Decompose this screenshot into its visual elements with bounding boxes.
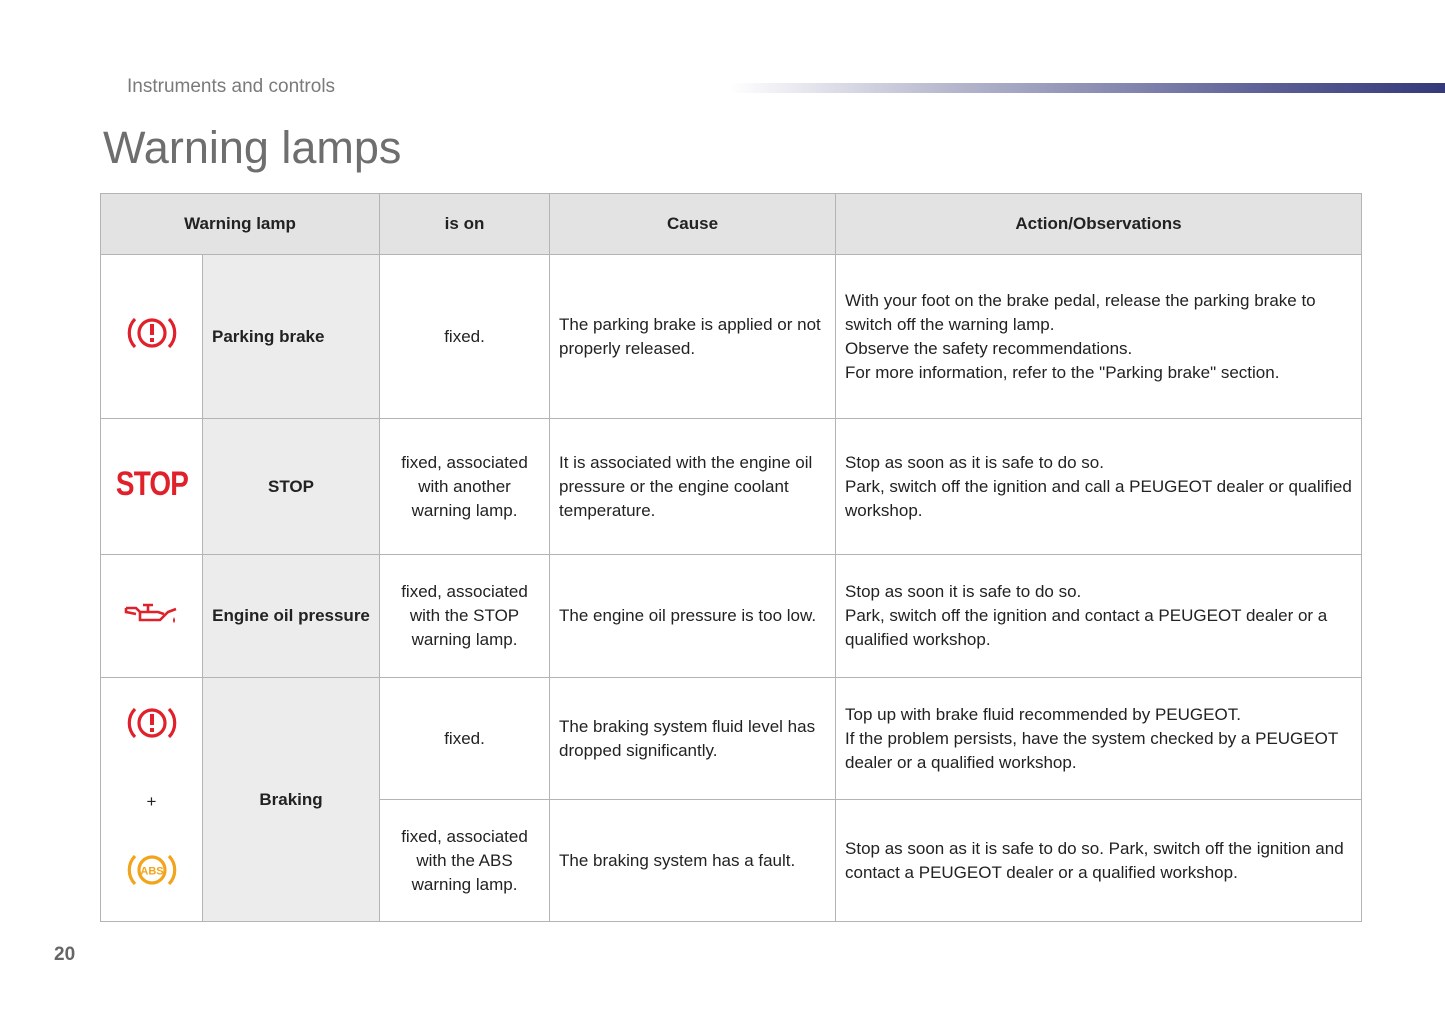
- header-gradient-bar: [730, 83, 1445, 93]
- col-header-lamp: Warning lamp: [101, 194, 380, 255]
- table-row: [101, 678, 1362, 800]
- parking-brake-icon: [127, 313, 177, 353]
- action-line: If the problem persists, have the system checked by a PEUGEOT dealer or a qualified workshop.: [845, 728, 1338, 772]
- col-header-action: Action/Observations: [836, 194, 1362, 255]
- warning-lamps-table: [100, 193, 1362, 922]
- plus-sign: +: [146, 791, 157, 811]
- page-number: 20: [54, 944, 76, 965]
- action: [836, 678, 1362, 800]
- cause: The engine oil pressure is too low.: [550, 555, 836, 678]
- table-row: [101, 255, 1362, 419]
- cause: The parking brake is applied or not properly released.: [550, 255, 836, 419]
- lamp-name: Parking brake: [203, 255, 380, 419]
- oil-can-icon: [124, 600, 180, 626]
- is-on: fixed.: [380, 678, 550, 800]
- action-line: Stop as soon as it is safe to do so. Park, switch off the ignition and contact a PEUGEOT dealer or a qualified workshop.: [845, 838, 1344, 882]
- action-line: With your foot on the brake pedal, release the parking brake to switch off the warning lamp.: [845, 290, 1316, 334]
- cause: It is associated with the engine oil pressure or the engine coolant temperature.: [550, 419, 836, 555]
- cause: The braking system fluid level has dropped significantly.: [550, 678, 836, 800]
- page-title: Warning lamps: [103, 122, 402, 173]
- action: [836, 419, 1362, 555]
- is-on: fixed, associated with the ABS warning lamp.: [380, 800, 550, 922]
- action: [836, 255, 1362, 419]
- is-on: fixed.: [380, 255, 550, 419]
- stop-icon: STOP: [115, 464, 188, 503]
- action: [836, 800, 1362, 922]
- action: [836, 555, 1362, 678]
- is-on: fixed, associated with the STOP warning lamp.: [380, 555, 550, 678]
- action-line: Observe the safety recommendations.: [845, 338, 1133, 358]
- abs-icon: [127, 850, 177, 890]
- col-header-is-on: is on: [380, 194, 550, 255]
- action-line: Stop as soon it is safe to do so.: [845, 582, 1082, 601]
- action-line: Park, switch off the ignition and call a PEUGEOT dealer or qualified workshop.: [845, 476, 1352, 520]
- svg-text:ABS: ABS: [139, 865, 164, 877]
- lamp-name: STOP: [203, 419, 380, 555]
- table-row: [101, 555, 1362, 678]
- action-line: Park, switch off the ignition and contact a PEUGEOT dealer or a qualified workshop.: [845, 606, 1328, 649]
- is-on: fixed, associated with another warning lamp.: [380, 419, 550, 555]
- lamp-name: Engine oil pressure: [203, 555, 380, 678]
- cause: The braking system has a fault.: [550, 800, 836, 922]
- table-row: [101, 419, 1362, 555]
- col-header-cause: Cause: [550, 194, 836, 255]
- action-line: Stop as soon as it is safe to do so.: [845, 452, 1104, 472]
- brake-warning-icon: [127, 703, 177, 743]
- lamp-name: Braking: [203, 678, 380, 922]
- section-title: Instruments and controls: [127, 76, 336, 97]
- action-line: Top up with brake fluid recommended by PEUGEOT.: [845, 704, 1241, 724]
- action-line: For more information, refer to the "Parking brake" section.: [845, 362, 1280, 382]
